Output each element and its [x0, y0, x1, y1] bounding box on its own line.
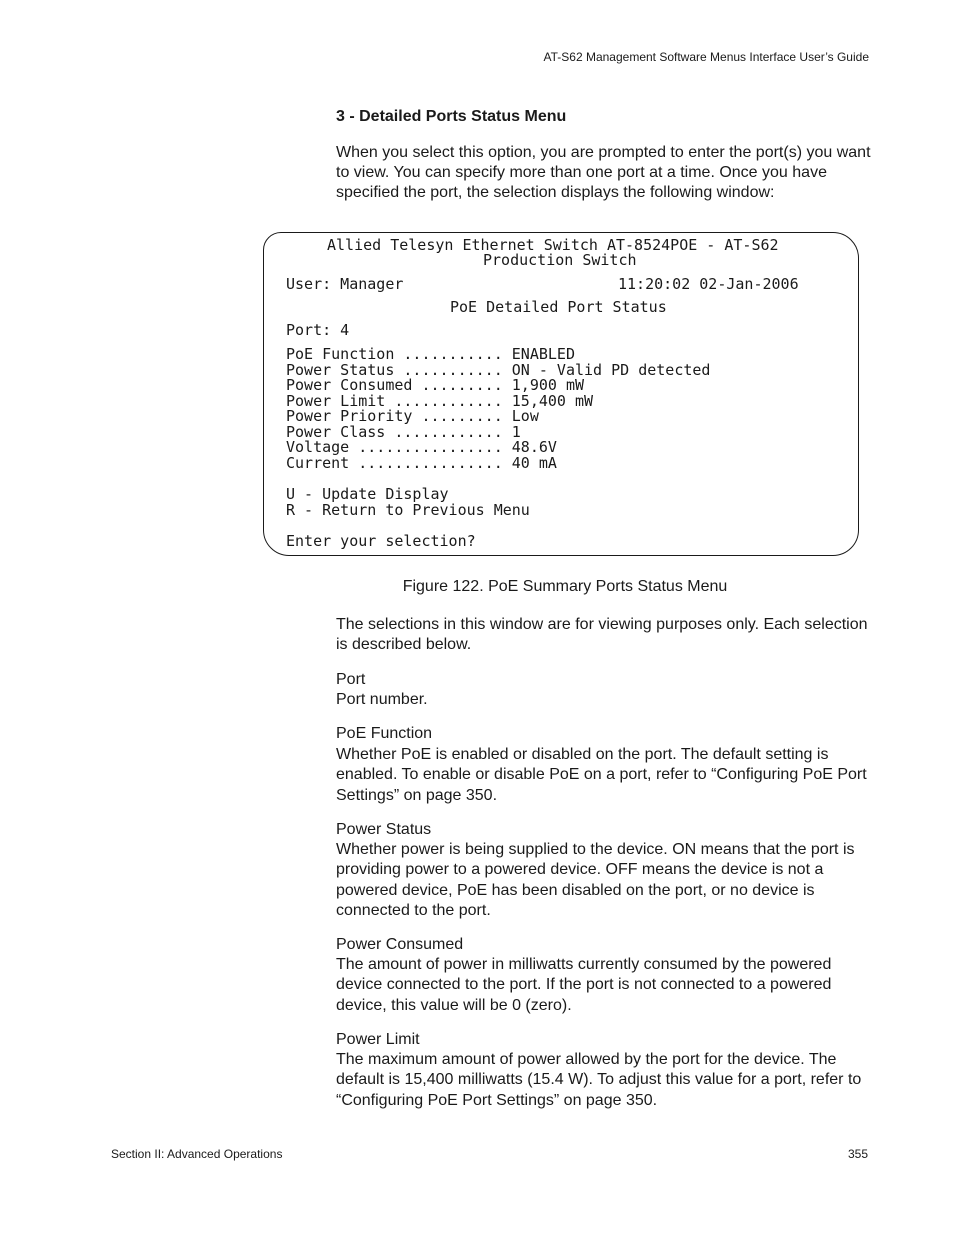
- definition-term: Power Consumed: [336, 936, 464, 953]
- terminal-subtitle: Production Switch: [483, 251, 637, 269]
- terminal-window: [263, 232, 859, 556]
- figure-caption: Figure 122. PoE Summary Ports Status Menu: [402, 578, 728, 595]
- terminal-row: PoE Function ........... ENABLED: [286, 345, 575, 363]
- definition-term: PoE Function: [336, 725, 433, 742]
- intro-paragraph: When you select this option, you are prompted to enter the port(s) you want to view. You can specify more than one port at a time. Once you have specified the port, the selection displays the following window:: [336, 144, 871, 201]
- definition-term: Power Limit: [336, 1031, 420, 1048]
- definition-term: Port: [336, 671, 366, 688]
- terminal-row: Power Limit ............ 15,400 mW: [286, 391, 594, 410]
- terminal-row: Power Status ........... ON - Valid PD detected: [286, 360, 711, 379]
- definition-description: Port number.: [336, 691, 428, 708]
- definition-description: Whether power is being supplied to the device. ON means that the port is providing power to a powered device. OFF means the device is not a powered device, PoE has been disabled on the port, or no device is connected to the port.: [336, 841, 855, 919]
- terminal-row: Voltage ................ 48.6V: [286, 438, 557, 456]
- terminal-row: Power Consumed ......... 1,900 mW: [286, 376, 585, 394]
- terminal-row: Power Class ............ 1: [286, 422, 521, 441]
- terminal-option-return: R - Return to Previous Menu: [286, 501, 530, 519]
- terminal-port: Port: 4: [286, 321, 350, 339]
- definition-description: The maximum amount of power allowed by the port for the device. The default is 15,400 milliwatts (15.4 W). To adjust this value for a port, refer to “Configuring PoE Port Settings” on page 350.: [336, 1051, 862, 1109]
- terminal-menu-title: PoE Detailed Port Status: [450, 298, 667, 316]
- footer-section: Section II: Advanced Operations: [111, 1147, 283, 1161]
- terminal-user: User: Manager: [286, 275, 404, 293]
- terminal-row: Current ................ 40 mA: [286, 453, 557, 472]
- terminal-time: 11:20:02 02-Jan-2006: [618, 275, 799, 293]
- definition-description: Whether PoE is enabled or disabled on the port. The default setting is enabled. To enable or disable PoE on a port, refer to “Configuring PoE Port Settings” on page 350.: [336, 746, 867, 804]
- terminal-title: Allied Telesyn Ethernet Switch AT-8524POE - AT-S62: [327, 236, 779, 254]
- definition-term: Power Status: [336, 821, 432, 838]
- running-header: AT-S62 Management Software Menus Interface User’s Guide: [543, 50, 869, 64]
- section-title: 3 - Detailed Ports Status Menu: [336, 108, 567, 125]
- terminal-row: Power Priority ......... Low: [286, 407, 539, 425]
- definition-description: The amount of power in milliwatts currently consumed by the powered device connected to the port. If the port is not connected to a powered device, this value will be 0 (zero).: [336, 956, 832, 1014]
- terminal-prompt: Enter your selection?: [286, 532, 476, 550]
- page-number: 355: [847, 1147, 868, 1161]
- after-caption-paragraph: The selections in this window are for viewing purposes only. Each selection is described below.: [336, 616, 868, 654]
- terminal-option-update: U - Update Display: [286, 485, 449, 503]
